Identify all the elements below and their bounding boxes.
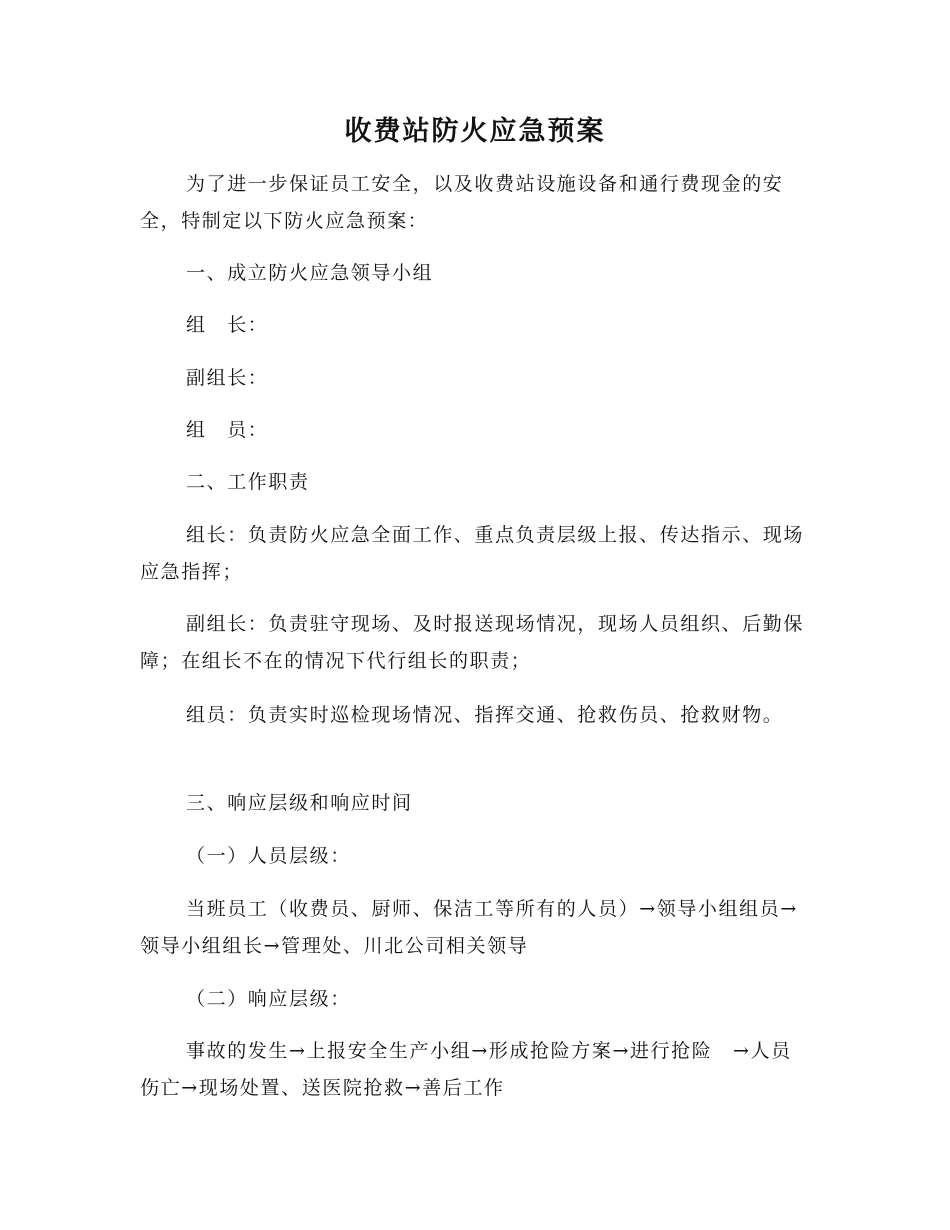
personnel-chain-paragraph: 当班员工（收费员、厨师、保洁工等所有的人员）→领导小组组员→领导小组组长→管理处、川北公司相关领导 xyxy=(140,898,798,957)
member-duty-paragraph: 组员：负责实时巡检现场情况、指挥交通、抢救伤员、抢救财物。 xyxy=(186,704,784,726)
intro-paragraph: 为了进一步保证员工安全，以及收费站设施设备和通行费现金的安全，特制定以下防火应急预案： xyxy=(140,173,784,232)
section-heading-duties: 二、工作职责 xyxy=(186,471,310,493)
group-leader-line: 组 长： xyxy=(186,314,269,336)
section-heading-leadership-group: 一、成立防火应急领导小组 xyxy=(186,262,434,284)
subheading-personnel-levels: （一）人员层级： xyxy=(186,845,351,867)
leader-duty-paragraph: 组长：负责防火应急全面工作、重点负责层级上报、传达指示、现场应急指挥； xyxy=(140,524,805,583)
document-title: 收费站防火应急预案 xyxy=(344,116,606,147)
subheading-response-levels: （二）响应层级： xyxy=(186,988,351,1010)
response-chain-paragraph: 事故的发生→上报安全生产小组→形成抢险方案→进行抢险 →人员伤亡→现场处置、送医院抢救→善后工作 xyxy=(140,1040,792,1099)
section-heading-response: 三、响应层级和响应时间 xyxy=(186,792,413,814)
deputy-leader-line: 副组长： xyxy=(186,367,269,389)
deputy-duty-paragraph: 副组长：负责驻守现场、及时报送现场情况，现场人员组织、后勤保障；在组长不在的情况下代行组长的职责； xyxy=(140,613,805,672)
group-member-line: 组 员： xyxy=(186,419,269,441)
